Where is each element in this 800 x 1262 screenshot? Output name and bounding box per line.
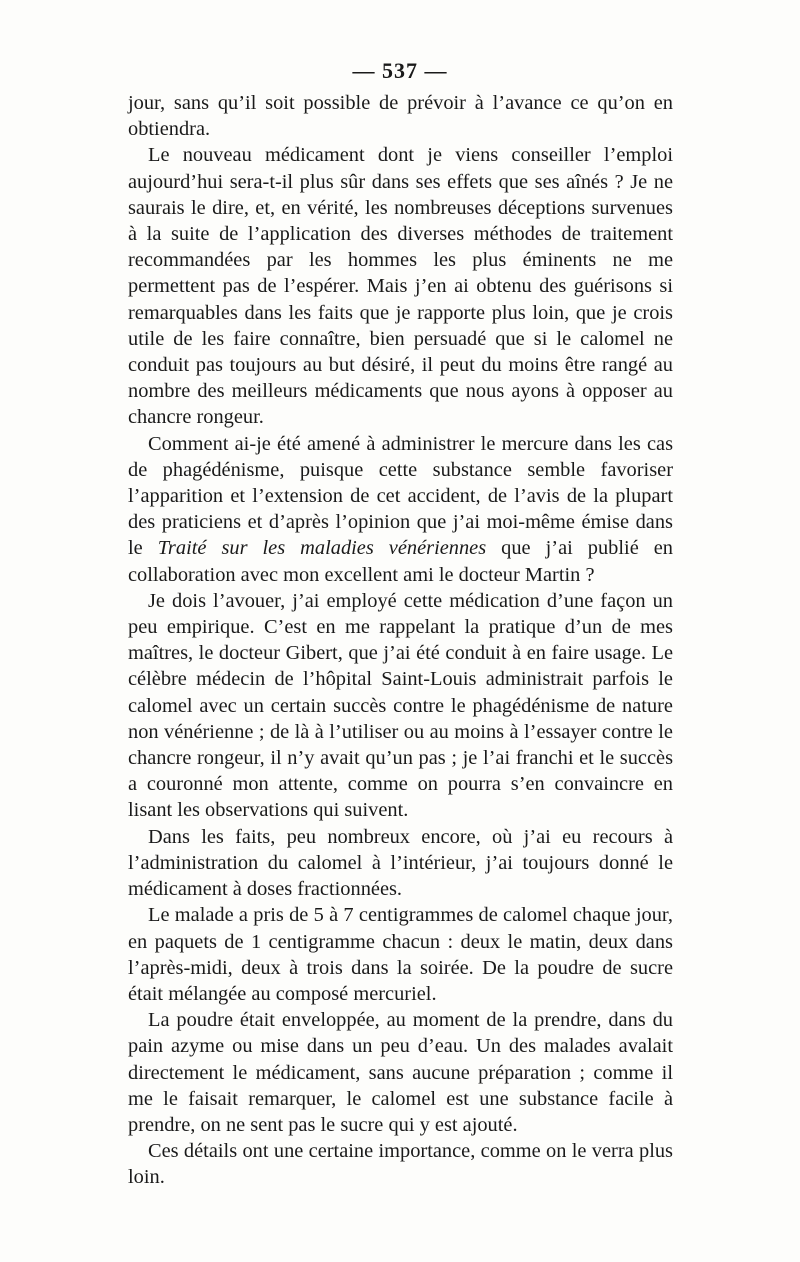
page-number: — 537 — (352, 58, 448, 83)
paragraph-5: Dans les faits, peu nombreux encore, où j’ai eu recours à l’administration du calomel à l’intérieur, j’ai toujours donné le médicament à doses fractionnées. (128, 825, 673, 901)
paragraph-3 (128, 431, 673, 588)
paragraph-8: Ces détails ont une certaine importance, comme on le verra plus loin. (128, 1140, 673, 1189)
paragraph-3-part-b: que j’ai publié en collaboration avec mon excellent ami le docteur Martin ? (128, 537, 673, 586)
book-title-italic: Traité sur les maladies vénériennes (157, 537, 487, 560)
paragraph-7: La poudre était enveloppée, au moment de la prendre, dans du pain azyme ou mise dans un peu d’eau. Un des malades avalait directement le médicament, sans aucune préparation ; comme il me le faisait remarquer, le calomel est une substance facile à prendre, on ne sent pas le sucre qui y est ajouté. (128, 1009, 673, 1136)
body-text (128, 90, 673, 1191)
paragraph-6: Le malade a pris de 5 à 7 centigrammes de calomel chaque jour, en paquets de 1 centigramme chacun : deux le matin, deux dans l’après-midi, deux à trois dans la soirée. De la poudre de sucre était mélangée au composé mercuriel. (128, 904, 673, 1005)
paragraph-4: Je dois l’avouer, j’ai employé cette médication d’une façon un peu empirique. C’est en me rappelant la pratique d’un de mes maîtres, le docteur Gibert, que j’ai été conduit à en faire usage. Le célèbre médecin de l’hôpital Saint-Louis administrait parfois le calomel avec un certain succès contre le phagédénisme de nature non vénérienne ; de là à l’utiliser ou au moins à l’essayer contre le chancre rongeur, il n’y avait qu’un pas ; je l’ai franchi et le succès a couronné mon attente, comme on pourra s’en convaincre en lisant les observations qui suivent. (128, 589, 673, 822)
paragraph-2: Le nouveau médicament dont je viens conseiller l’emploi aujourd’hui sera-t-il plus sûr dans ses effets que ses aînés ? Je ne saurais le dire, et, en vérité, les nombreuses déceptions survenues à la suite de l’application des diverses méthodes de traitement recommandées par les hommes les plus éminents ne me permettent pas de l’espérer. Mais j’en ai obtenu des guérisons si remarquables dans les faits que je rapporte plus loin, que je crois utile de les faire connaître, bien persuadé que si le calomel ne conduit pas toujours au but désiré, il peut du moins être rangé au nombre des meilleurs médicaments que nous ayons à opposer au chancre rongeur. (128, 144, 673, 429)
paragraph-1: jour, sans qu’il soit possible de prévoir à l’avance ce qu’on en obtiendra. (128, 92, 673, 141)
paragraph-3-part-a: Comment ai-je été amené à administrer le mercure dans les cas de phagédénisme, puisque cette substance semble favoriser l’apparition et l’extension de cet accident, de l’avis de la plupart des praticiens et d’après l’opinion que j’ai moi-même émise dans le (128, 432, 673, 560)
